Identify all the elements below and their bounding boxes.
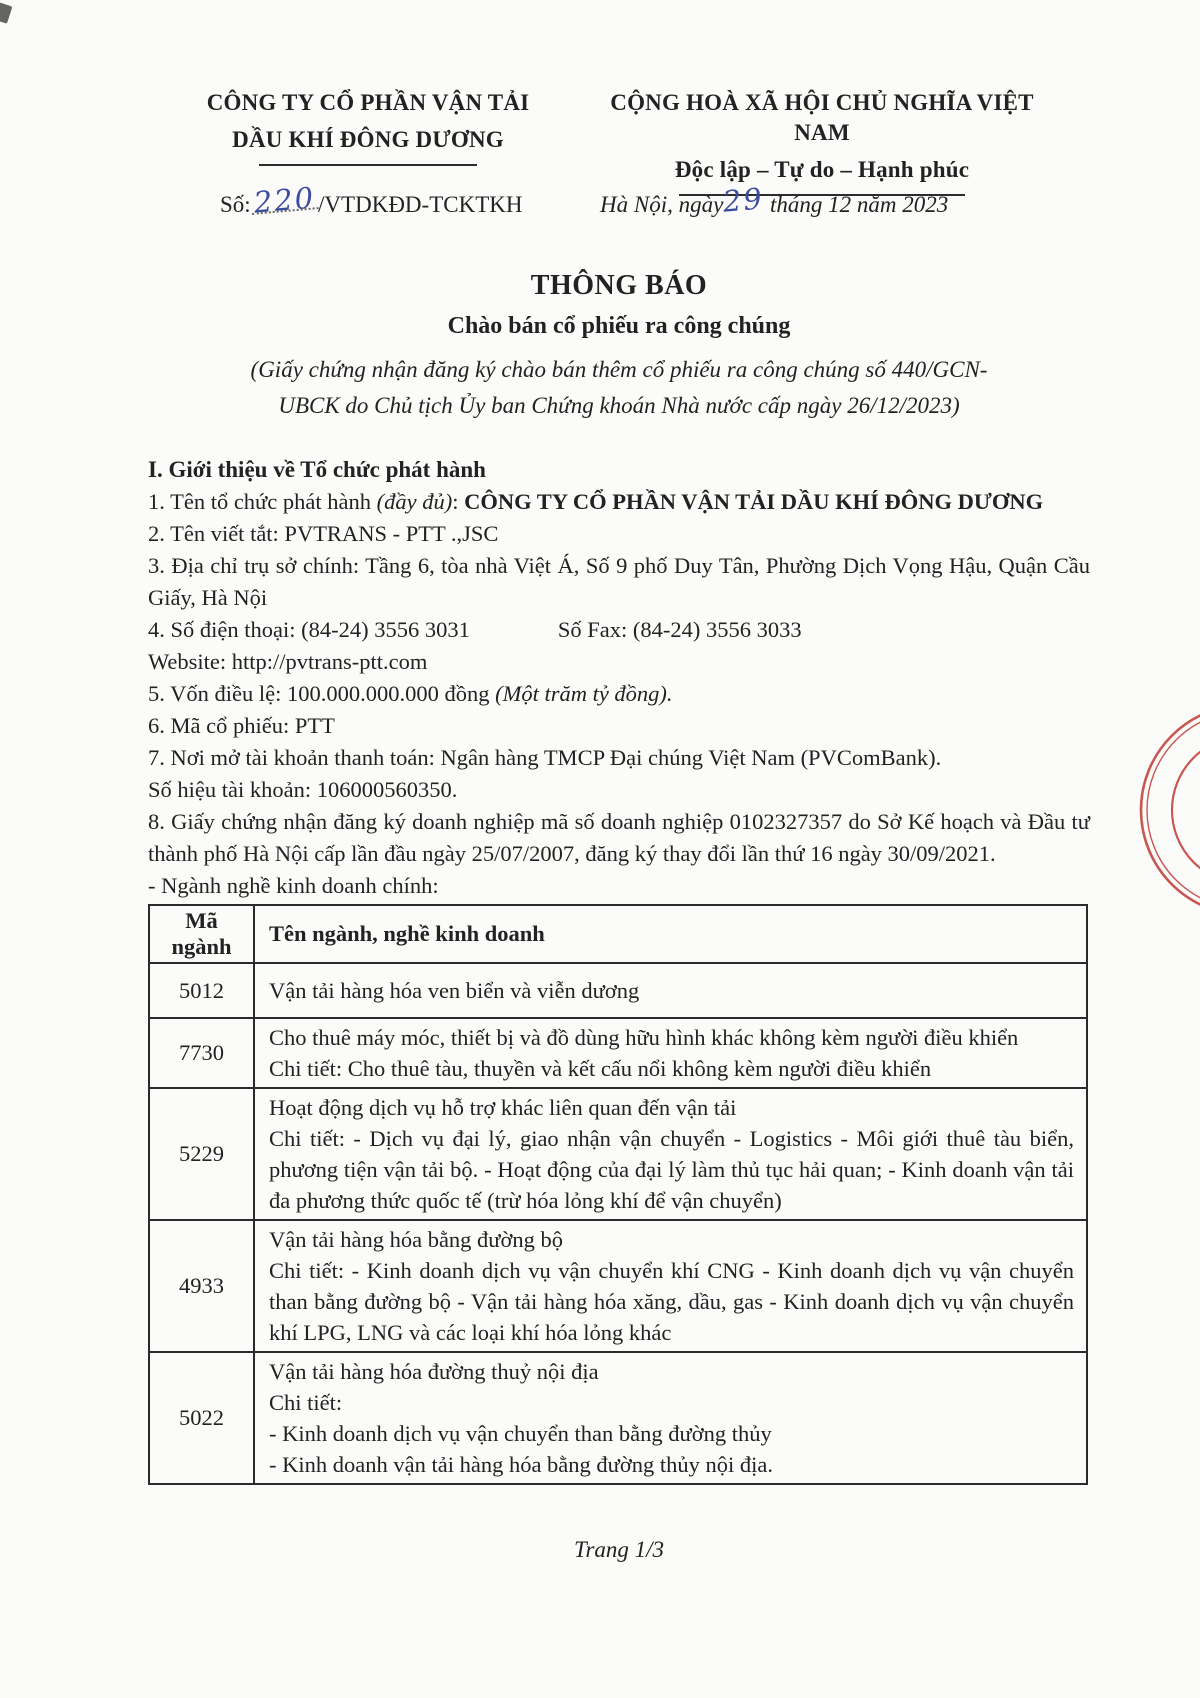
- doc-number-handwritten: 220: [250, 187, 319, 215]
- industry-paragraph: Chi tiết: - Dịch vụ đại lý, giao nhận vận chuyển - Logistics - Môi giới thuê tàu biển, phương tiện vận tải bộ. - Hoạt động của đại lý làm thủ tục hải quan; - Kinh doanh vận tải đa phương thức quốc tế (trừ hóa lỏng khí để vận chuyển): [269, 1126, 1074, 1213]
- industry-description: [254, 1018, 1087, 1088]
- company-header-rule: [259, 164, 477, 166]
- ticker-line: 6. Mã cổ phiếu: PTT: [148, 713, 335, 738]
- table-row: [149, 1018, 1087, 1088]
- industry-code: 5012: [149, 963, 254, 1018]
- issuer-name-italic: (đầy đủ): [376, 489, 453, 514]
- document-number-line: [220, 180, 523, 220]
- main-business-label: - Ngành nghề kinh doanh chính:: [148, 873, 439, 898]
- table-row: [149, 963, 1087, 1018]
- issuer-name-prefix: 1. Tên tổ chức phát hành: [148, 489, 377, 514]
- industry-code: 7730: [149, 1018, 254, 1088]
- document-subtitle: Chào bán cổ phiếu ra công chúng: [447, 313, 791, 339]
- column-header-name: Tên ngành, nghề kinh doanh: [254, 905, 1087, 963]
- industry-code: 4933: [149, 1220, 254, 1352]
- industry-table: [148, 904, 1088, 1485]
- industry-code: 5229: [149, 1088, 254, 1220]
- industry-description: [254, 1220, 1087, 1352]
- national-motto-line1: CỘNG HOÀ XÃ HỘI CHỦ NGHĨA VIỆT NAM: [610, 90, 1034, 145]
- table-row: [149, 1088, 1087, 1220]
- charter-capital-value: 5. Vốn điều lệ: 100.000.000.000 đồng: [148, 681, 496, 706]
- doc-number-prefix: Số:: [220, 192, 251, 217]
- national-motto-line2: Độc lập – Tự do – Hạnh phúc: [674, 157, 970, 182]
- bank-line: 7. Nơi mở tài khoản thanh toán: Ngân hàng TMCP Đại chúng Việt Nam (PVComBank).: [148, 745, 942, 770]
- date-prefix: Hà Nội, ngày: [600, 192, 724, 217]
- industry-paragraph: Chi tiết: - Kinh doanh dịch vụ vận chuyển khí CNG - Kinh doanh dịch vụ vận chuyển than bằng đường bộ - Vận tải hàng hóa xăng, dầu, gas - Kinh doanh dịch vụ vận chuyển khí LPG, LNG và các loại khí hóa lỏng khác: [269, 1258, 1074, 1345]
- table-row: [149, 1352, 1087, 1484]
- industry-paragraph: Vận tải hàng hóa ven biển và viễn dương: [269, 978, 640, 1003]
- industry-paragraph: Cho thuê máy móc, thiết bị và đồ dùng hữu hình khác không kèm người điều khiển: [269, 1025, 1019, 1050]
- date-suffix: tháng 12 năm 2023: [769, 192, 949, 217]
- industry-paragraph: Vận tải hàng hóa đường thuỷ nội địa: [269, 1359, 599, 1384]
- industry-description: [254, 1088, 1087, 1220]
- industry-paragraph: Hoạt động dịch vụ hỗ trợ khác liên quan đến vận tải: [269, 1095, 737, 1120]
- company-name-line2: DẦU KHÍ ĐÔNG DƯƠNG: [232, 127, 504, 152]
- certificate-note-line2: UBCK do Chủ tịch Ủy ban Chứng khoán Nhà nước cấp ngày 26/12/2023): [278, 393, 960, 418]
- table-row: [149, 1220, 1087, 1352]
- industry-paragraph: Chi tiết: Cho thuê tàu, thuyền và kết cấu nổi không kèm người điều khiển: [269, 1056, 932, 1081]
- section1-heading: I. Giới thiệu về Tổ chức phát hành: [148, 457, 486, 482]
- phone-number: 4. Số điện thoại: (84-24) 3556 3031: [148, 617, 470, 642]
- national-header: [588, 88, 1056, 196]
- red-seal-stamp-icon: [1128, 688, 1200, 933]
- certificate-note-line1: (Giấy chứng nhận đăng ký chào bán thêm cổ phiếu ra công chúng số 440/GCN-: [250, 357, 988, 382]
- industry-code: 5022: [149, 1352, 254, 1484]
- company-header: [148, 88, 588, 166]
- certificate-note: [148, 352, 1090, 424]
- industry-description: [254, 1352, 1087, 1484]
- industry-paragraph: Chi tiết:: [269, 1390, 343, 1415]
- date-handwritten: 29: [721, 181, 766, 219]
- address-line: 3. Địa chỉ trụ sở chính: Tầng 6, tòa nhà Việt Á, Số 9 phố Duy Tân, Phường Dịch Vọng Hậu, Quận Cầu Giấy, Hà Nội: [148, 553, 1090, 610]
- doc-number-suffix: /VTDKĐD-TCKTKH: [318, 192, 523, 217]
- page-number: Trang 1/3: [573, 1537, 665, 1562]
- charter-capital-line: [148, 678, 1090, 710]
- phone-fax-line: [148, 614, 1090, 646]
- website-line: Website: http://pvtrans-ptt.com: [148, 649, 428, 674]
- business-registration-line: 8. Giấy chứng nhận đăng ký doanh nghiệp mã số doanh nghiệp 0102327357 do Sở Kế hoạch và Đầu tư thành phố Hà Nội cấp lần đầu ngày 25/07/2007, đăng ký thay đổi lần thứ 16 ngày 30/09/2021.: [148, 809, 1090, 866]
- fax-number: Số Fax: (84-24) 3556 3033: [557, 617, 802, 642]
- issuer-name-line: [148, 486, 1090, 518]
- company-name-line1: CÔNG TY CỔ PHẦN VẬN TẢI: [206, 90, 530, 115]
- issuer-name-value: CÔNG TY CỔ PHẦN VẬN TẢI DẦU KHÍ ĐÔNG DƯƠNG: [464, 489, 1044, 514]
- scan-corner-artifact: [0, 2, 12, 23]
- industry-description: [254, 963, 1087, 1018]
- issuer-name-sep: :: [452, 489, 465, 514]
- column-header-code: Mã ngành: [149, 905, 254, 963]
- industry-paragraph: - Kinh doanh vận tải hàng hóa bằng đường thủy nội địa.: [269, 1452, 773, 1477]
- industry-paragraph: Vận tải hàng hóa bằng đường bộ: [269, 1227, 564, 1252]
- industry-paragraph: - Kinh doanh dịch vụ vận chuyển than bằng đường thủy: [269, 1421, 772, 1446]
- charter-capital-words: (Một trăm tỷ đồng).: [495, 681, 673, 706]
- document-title: THÔNG BÁO: [530, 270, 708, 301]
- account-number-line: Số hiệu tài khoản: 106000560350.: [148, 777, 458, 802]
- date-line: [600, 181, 949, 219]
- document-body: [148, 268, 1090, 1563]
- abbreviation-line: 2. Tên viết tắt: PVTRANS - PTT .,JSC: [148, 521, 499, 546]
- table-header-row: [149, 905, 1087, 963]
